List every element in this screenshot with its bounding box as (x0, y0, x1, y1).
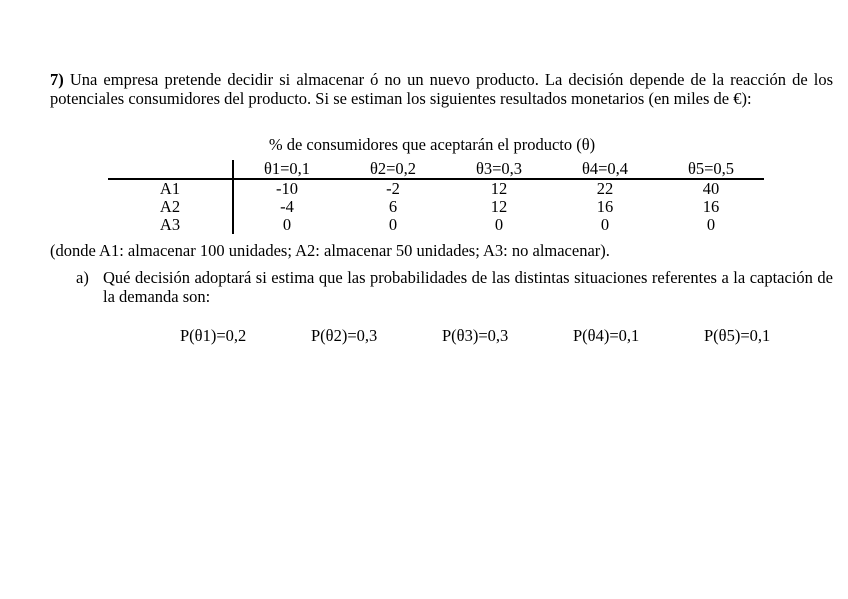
row-label: A3 (108, 216, 233, 234)
table-cell: 0 (494, 215, 504, 234)
probability-value: P(θ2)=0,3 (311, 326, 378, 345)
problem-number: 7) (50, 70, 64, 89)
row-label: A1 (108, 179, 233, 198)
table-cell: 0 (706, 215, 716, 234)
table-cell: -10 (276, 179, 298, 198)
column-header: θ2=0,2 (340, 160, 446, 179)
column-header: θ5=0,5 (658, 160, 764, 179)
table-cell: 12 (490, 179, 508, 198)
table-cell: 22 (596, 179, 614, 198)
column-header: θ4=0,4 (552, 160, 658, 179)
table-cell: 16 (702, 197, 720, 216)
alternatives-note: (donde A1: almacenar 100 unidades; A2: almacenar 50 unidades; A3: no almacenar). (50, 241, 610, 260)
row-label: A2 (108, 198, 233, 216)
table-row (108, 216, 764, 234)
table-cell: 0 (388, 215, 398, 234)
table-cell: 40 (702, 179, 720, 198)
probability-value: P(θ4)=0,1 (573, 326, 640, 345)
probability-value: P(θ5)=0,1 (704, 326, 771, 345)
table-cell: 16 (596, 197, 614, 216)
table-row (108, 179, 764, 198)
table-cell: 0 (282, 215, 292, 234)
table-corner-cell (108, 160, 233, 179)
problem-intro-text: Una empresa pretende decidir si almacenar ó no un nuevo producto. La decisión depende de la reacción de los potenciales consumidores del producto. Si se estiman los siguientes resultados monetarios (en miles de €): (50, 70, 834, 108)
table-header-row (108, 160, 764, 179)
question-a-label: a) (76, 268, 89, 287)
probabilities-line (180, 326, 835, 345)
payoff-table (108, 160, 764, 234)
table-cell: 0 (600, 215, 610, 234)
table-cell: 12 (490, 197, 508, 216)
table-cell: -4 (280, 197, 294, 216)
table-row (108, 198, 764, 216)
probability-value: P(θ1)=0,2 (180, 326, 247, 345)
question-a (76, 268, 833, 306)
table-caption: % de consumidores que aceptarán el producto (θ) (268, 135, 596, 154)
problem-statement (50, 70, 833, 108)
column-header: θ1=0,1 (233, 160, 340, 179)
table-cell: -2 (386, 179, 400, 198)
probability-value: P(θ3)=0,3 (442, 326, 509, 345)
question-a-text: Qué decisión adoptará si estima que las probabilidades de las distintas situaciones referentes a la captación de la demanda son: (103, 268, 833, 306)
column-header: θ3=0,3 (446, 160, 552, 179)
table-cell: 6 (388, 197, 398, 216)
